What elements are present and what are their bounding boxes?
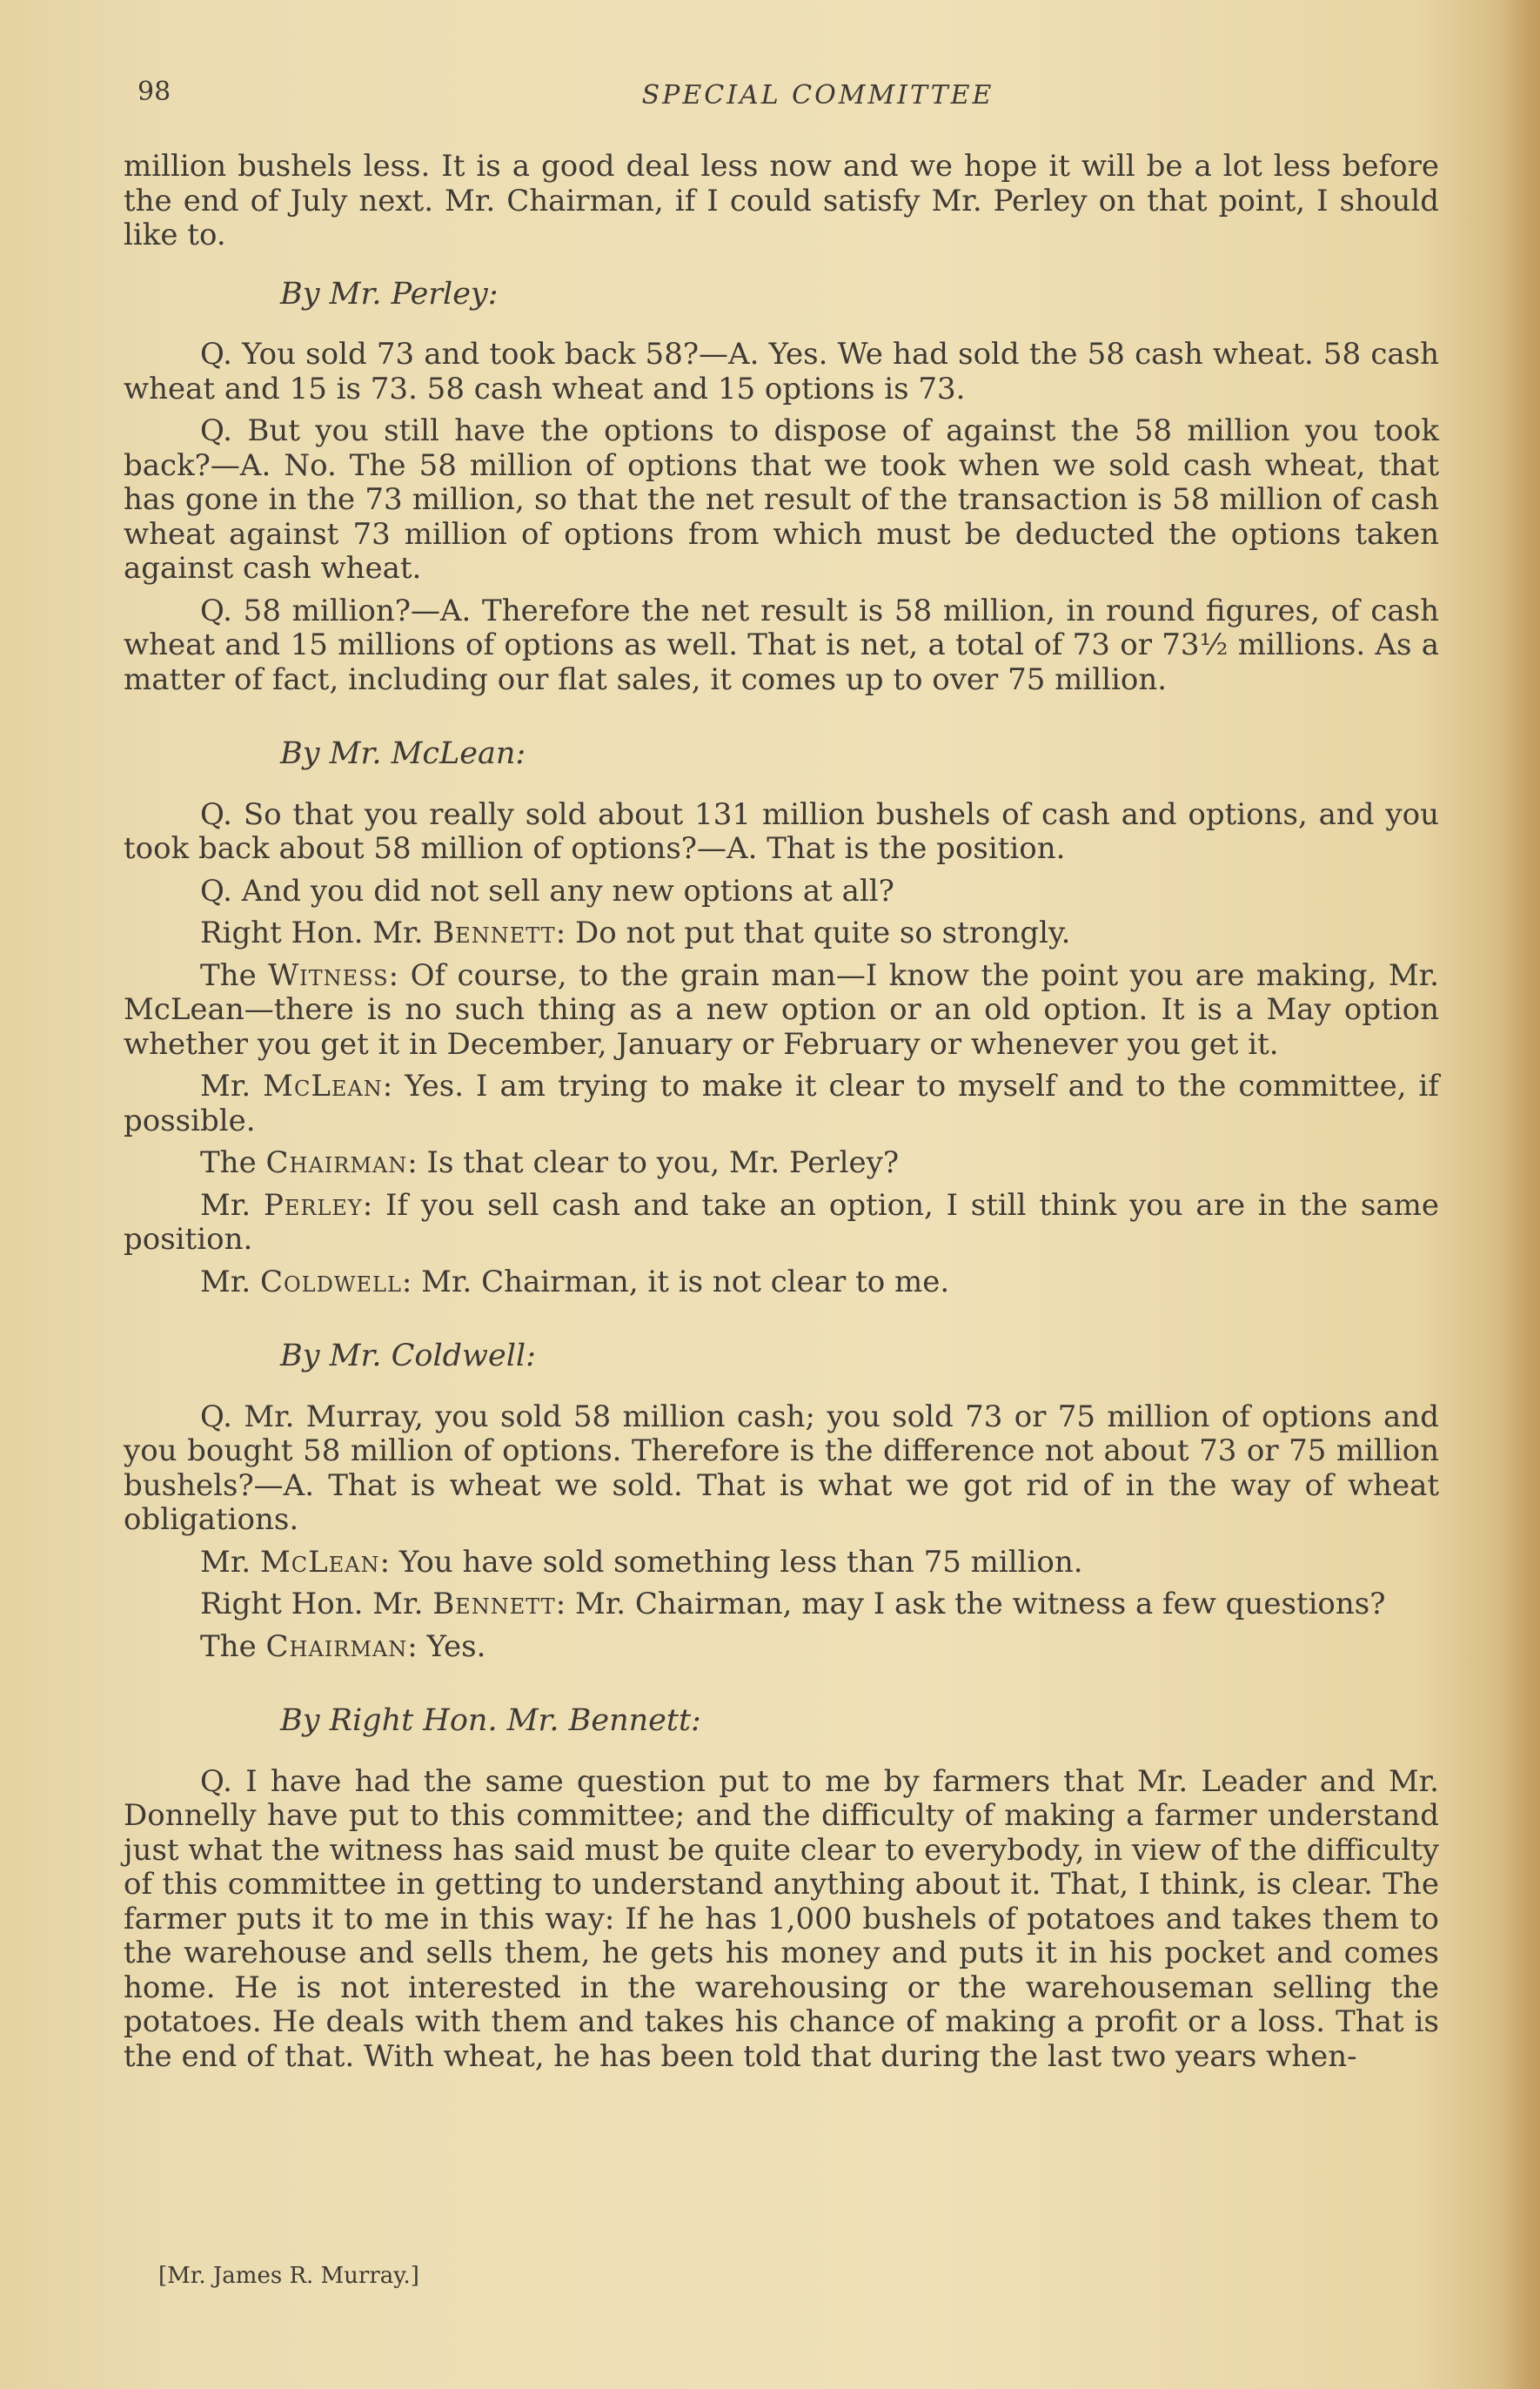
speaker-prefix: The (200, 957, 269, 993)
speech-text: : You have sold something less than 75 million. (379, 1544, 1083, 1580)
speech-paragraph (124, 1265, 1439, 1300)
speech-paragraph (124, 959, 1439, 1063)
speech-paragraph (124, 1587, 1439, 1622)
speech-paragraph (124, 1189, 1439, 1258)
speaker-prefix: Right Hon. Mr. (200, 916, 433, 950)
running-head: SPECIAL COMMITTEE (641, 80, 994, 111)
speaker-name: Coldwell (259, 1264, 402, 1299)
footer-attribution: [Mr. James R. Murray.] (158, 2263, 419, 2289)
speaker-name: Chairman (265, 1628, 408, 1664)
text-paragraph: Q. 58 million?—A. Therefore the net result is 58 million, in round figures, of cash wheat and 15 millions of options as well. That is net, a total of 73 or 73½ millions. As a matter of fact, including our flat sales, it comes up to over 75 million. (124, 593, 1439, 697)
section-heading: By Mr. McLean: (280, 736, 526, 771)
speech-text: : Yes. (407, 1628, 486, 1664)
speaker-name: Witness (268, 957, 389, 993)
speech-text: : If you sell cash and take an option, I still think you are in the same position. (124, 1187, 1439, 1257)
section-heading: By Mr. Coldwell: (280, 1339, 536, 1373)
section-heading: By Mr. Perley: (280, 276, 499, 312)
text-paragraph: Q. I have had the same question put to me by farmers that Mr. Leader and Mr. Donnelly have put to this committee; and the difficulty of making a farmer understand just what the witness has said must be quite clear to everybody, in view of the difficulty of this committee in getting to understand anything about it. That, I think, is clear. The farmer puts it to me in this way: If he has 1,000 bushels of potatoes and takes them to the warehouse and sells them, he gets his money and puts it in his pocket and comes home. He is not interested in the warehousing or the warehouseman selling the potatoes. He deals with them and takes his chance of making a profit or a loss. That is the end of that. With wheat, he has been told that during the last two years when- (124, 1763, 1439, 2074)
text-paragraph: Q. So that you really sold about 131 million bushels of cash and options, and you took back about 58 million of options?—A. That is the position. (124, 796, 1439, 866)
speech-text: : Mr. Chairman, may I ask the witness a few questions? (555, 1587, 1386, 1621)
speaker-name: Bennett (432, 1587, 556, 1621)
speech-paragraph (124, 916, 1439, 951)
text-paragraph: Q. Mr. Murray, you sold 58 million cash; you sold 73 or 75 million of options and you bought 58 million of options. Therefore is the difference not about 73 or 75 million bushels?—A. That is wheat we sold. That is what we got rid of in the way of wheat obligations. (124, 1399, 1439, 1537)
speech-text: : Of course, to the grain man—I know the point you are making, Mr. McLean—there is no such thing as a new option or an old option. It is a May option whether you get it in December, January or February or whenever you get it. (124, 957, 1439, 1062)
speaker-name: Perley (263, 1187, 363, 1223)
speaker-prefix: Mr. (200, 1187, 264, 1223)
speech-text: : Yes. I am trying to make it clear to myself and to the committee, if possible. (124, 1069, 1440, 1138)
text-paragraph: Q. And you did not sell any new options at all? (200, 873, 894, 909)
page-header (131, 77, 1453, 129)
speech-text: : Is that clear to you, Mr. Perley? (407, 1145, 900, 1180)
section-heading: By Right Hon. Mr. Bennett: (280, 1703, 701, 1738)
speech-text: : Do not put that quite so strongly. (555, 916, 1071, 950)
speaker-prefix: Right Hon. Mr. (200, 1587, 433, 1621)
speaker-name: McLean (259, 1544, 380, 1580)
speaker-name: McLean (263, 1069, 383, 1104)
speaker-prefix: Mr. (200, 1264, 260, 1299)
speaker-prefix: The (200, 1628, 266, 1664)
document-body (124, 150, 1439, 2082)
speech-paragraph (124, 1630, 1439, 1665)
page-edge (1505, 0, 1540, 2389)
page-number: 98 (137, 77, 171, 107)
text-paragraph: Q. You sold 73 and took back 58?—A. Yes. We had sold the 58 cash wheat. 58 cash wheat and 15 is 73. 58 cash wheat and 15 options is 73. (124, 337, 1439, 406)
speaker-prefix: Mr. (200, 1069, 264, 1104)
speaker-name: Bennett (432, 916, 556, 950)
speaker-prefix: Mr. (200, 1544, 260, 1580)
text-paragraph: million bushels less. It is a good deal less now and we hope it will be a lot less before the end of July next. Mr. Chairman, if I could satisfy Mr. Perley on that point, I should like to. (124, 149, 1439, 252)
speech-paragraph (124, 1146, 1439, 1181)
speaker-name: Chairman (265, 1145, 408, 1180)
speech-paragraph (124, 1070, 1439, 1138)
speaker-prefix: The (200, 1145, 266, 1180)
speech-paragraph (124, 1546, 1439, 1580)
speech-text: : Mr. Chairman, it is not clear to me. (401, 1264, 950, 1299)
text-paragraph: Q. But you still have the options to dispose of against the 58 million you took back?—A. No. The 58 million of options that we took when we sold cash wheat, that has gone in the 73 million, so that the net result of the transaction is 58 million of cash wheat against 73 million of options from which must be deducted the options taken against cash wheat. (124, 413, 1439, 586)
